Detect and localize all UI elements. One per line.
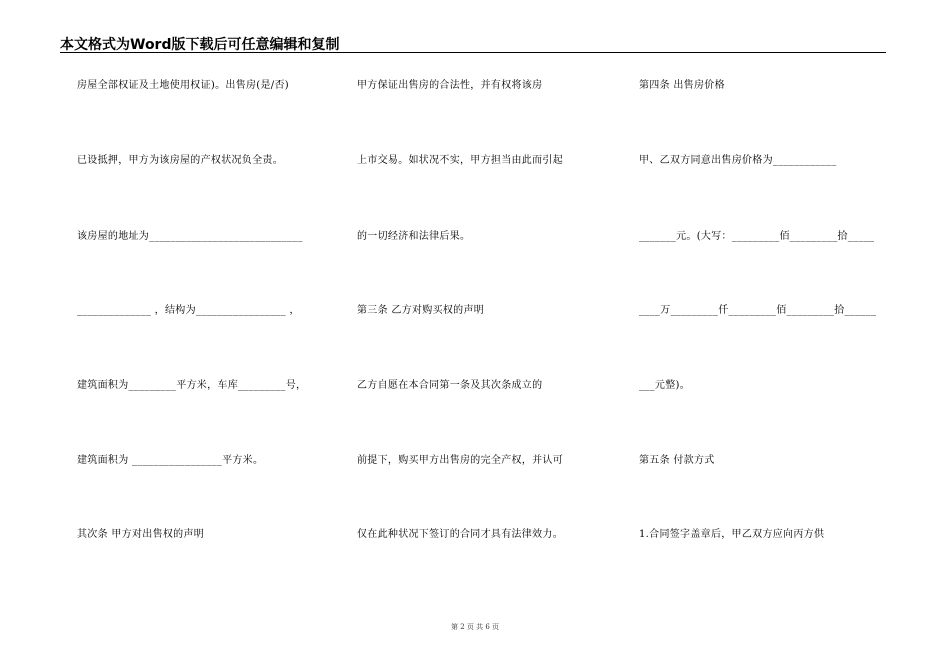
text-line: 1.合同签字盖章后，甲乙双方应向丙方供 bbox=[639, 529, 825, 540]
text-line: 乙方自愿在本合同第一条及其次条成立的 bbox=[357, 380, 543, 391]
section-heading: 第五条 付款方式 bbox=[639, 455, 715, 466]
text-line: 建筑面积为_________平方米，车库_________号， bbox=[77, 380, 307, 391]
text-line: 仅在此种状况下签订的合同才具有法律效力。 bbox=[357, 529, 563, 540]
text-line: 前提下，购买甲方出售房的完全产权，并认可 bbox=[357, 455, 563, 466]
text-line: 建筑面积为 _________________平方米。 bbox=[77, 455, 264, 466]
text-line: ___元整)。 bbox=[639, 380, 691, 391]
header-divider bbox=[60, 52, 886, 53]
text-line: 房屋全部权证及土地使用权证)。出售房(是/否) bbox=[77, 80, 289, 91]
text-line: 的一切经济和法律后果。 bbox=[357, 231, 471, 242]
text-line: _______元。(大写：_________佰_________拾_____ bbox=[639, 231, 875, 242]
text-line: 甲、乙双方同意出售房价格为____________ bbox=[639, 155, 837, 166]
section-heading: 第四条 出售房价格 bbox=[639, 80, 725, 91]
text-line: 上市交易。如状况不实，甲方担当由此而引起 bbox=[357, 155, 563, 166]
text-line: ____万_________仟_________佰_________拾______ bbox=[639, 305, 877, 316]
text-line: 已设抵押，甲方为该房屋的产权状况负全责。 bbox=[77, 155, 283, 166]
document-header-title: 本文格式为Word版下载后可任意编辑和复制 bbox=[60, 37, 340, 53]
text-line: 该房屋的地址为_____________________________ bbox=[77, 231, 303, 242]
section-heading: 第三条 乙方对购买权的声明 bbox=[357, 305, 485, 316]
section-heading: 其次条 甲方对出售权的声明 bbox=[77, 529, 205, 540]
page-number: 第 2 页 共 6 页 bbox=[450, 623, 500, 631]
text-line: 甲方保证出售房的合法性，并有权将该房 bbox=[357, 80, 543, 91]
text-line: ______________ ，结构为_________________ ， bbox=[77, 305, 300, 316]
